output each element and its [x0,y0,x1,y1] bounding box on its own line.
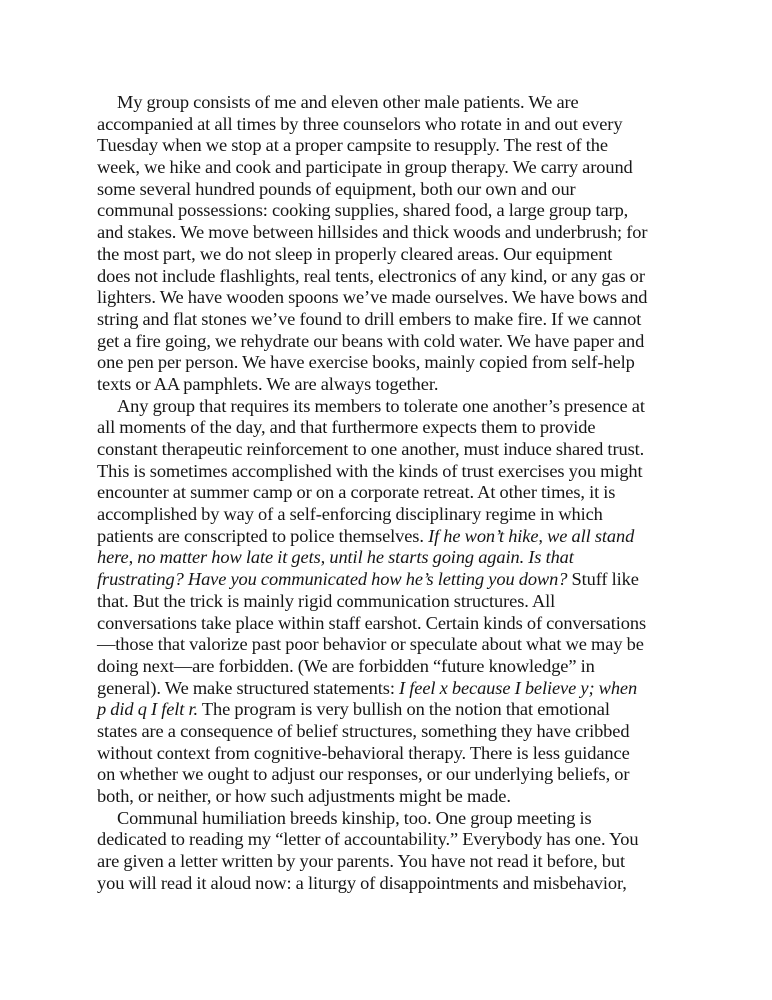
text-line [97,699,677,721]
text-run: Any group that requires its members to tolerate one another’s presence at [117,395,645,416]
text-run: My group consists of me and eleven other male patients. We are [117,92,579,112]
text-run: string and flat stones we’ve found to drill embers to make fire. If we cannot [97,308,642,329]
text-run: —those that valorize past poor behavior or speculate about what we may be [97,634,644,655]
italic-text: here, no matter how late it gets, until he starts going again. Is that [97,547,574,568]
paragraph [97,92,677,396]
text-run: the most part, we do not sleep in properly cleared areas. Our equipment [97,243,613,264]
text-line [97,244,677,266]
paragraph [97,396,677,808]
text-line [97,547,677,569]
text-run: week, we hike and cook and participate in group therapy. We carry around [97,157,633,178]
text-line [97,114,677,136]
text-line [97,439,677,461]
text-run: are given a letter written by your parents. You have not read it before, but [97,851,626,872]
text-run: patients are conscripted to police themselves. [97,525,429,546]
italic-text: I feel x because I believe y; when [399,677,638,698]
text-line [97,569,677,591]
text-line [97,309,677,331]
text-line [97,786,677,808]
text-line [97,461,677,483]
text-line [97,613,677,635]
text-line [97,157,677,179]
text-line [97,352,677,374]
text-run: does not include flashlights, real tents, electronics of any kind, or any gas or [97,265,645,286]
body-text [97,92,677,894]
text-run: Communal humiliation breeds kinship, too. One group meeting is [117,807,592,828]
text-line [97,526,677,548]
text-line [97,482,677,504]
text-line [97,266,677,288]
text-run: that. But the trick is mainly rigid communication structures. All [97,590,556,611]
text-line [97,743,677,765]
text-line [97,396,677,418]
text-run: Tuesday when we stop at a proper campsite to resupply. The rest of the [97,135,608,156]
text-line [97,200,677,222]
text-run: you will read it aloud now: a liturgy of disappointments and misbehavior, [97,872,627,893]
text-line [97,764,677,786]
paragraph [97,808,677,895]
italic-text: p did q I felt r. [97,699,199,720]
text-run: This is sometimes accomplished with the kinds of trust exercises you might [97,460,643,481]
text-line [97,591,677,613]
text-run: states are a consequence of belief structures, something they have cribbed [97,720,630,741]
text-run: constant therapeutic reinforcement to one another, must induce shared trust. [97,439,645,459]
text-line [97,678,677,700]
text-line [97,179,677,201]
text-run: communal possessions: cooking supplies, shared food, a large group tarp, [97,200,629,221]
text-run: on whether we ought to adjust our responses, or our underlying beliefs, or [97,764,630,785]
text-line [97,287,677,309]
text-run: one pen per person. We have exercise books, mainly copied from self-help [97,352,635,373]
text-run: and stakes. We move between hillsides and thick woods and underbrush; for [97,222,648,243]
text-run: general). We make structured statements: [97,677,400,698]
text-run: all moments of the day, and that furthermore expects them to provide [97,417,596,438]
italic-text: frustrating? Have you communicated how he’s letting you down? [97,569,568,590]
text-run: both, or neither, or how such adjustments might be made. [97,786,511,806]
text-run: lighters. We have wooden spoons we’ve made ourselves. We have bows and [97,287,648,308]
text-line [97,808,677,830]
text-line [97,634,677,656]
text-run: doing next—are forbidden. (We are forbidden “future knowledge” in [97,655,595,676]
text-run: accompanied at all times by three counselors who rotate in and out every [97,113,623,134]
text-line [97,374,677,396]
text-run: some several hundred pounds of equipment, both our own and our [97,178,576,199]
text-line [97,417,677,439]
text-run: conversations take place within staff earshot. Certain kinds of conversations [97,612,646,633]
text-line [97,873,677,895]
text-line [97,721,677,743]
text-line [97,656,677,678]
text-line [97,222,677,244]
text-run: Stuff like [567,569,639,590]
text-line [97,92,677,114]
text-line [97,829,677,851]
text-run: encounter at summer camp or on a corporate retreat. At other times, it is [97,482,616,503]
text-run: get a fire going, we rehydrate our beans with cold water. We have paper and [97,330,645,351]
text-line [97,331,677,353]
text-run: texts or AA pamphlets. We are always together. [97,373,439,394]
text-run: accomplished by way of a self-enforcing disciplinary regime in which [97,504,603,525]
text-line [97,135,677,157]
italic-text: If he won’t hike, we all stand [428,525,635,546]
text-run: without context from cognitive-behavioral therapy. There is less guidance [97,742,630,763]
text-line [97,504,677,526]
text-line [97,851,677,873]
text-run: dedicated to reading my “letter of accountability.” Everybody has one. You [97,829,639,850]
text-run: The program is very bullish on the notion that emotional [198,699,610,720]
